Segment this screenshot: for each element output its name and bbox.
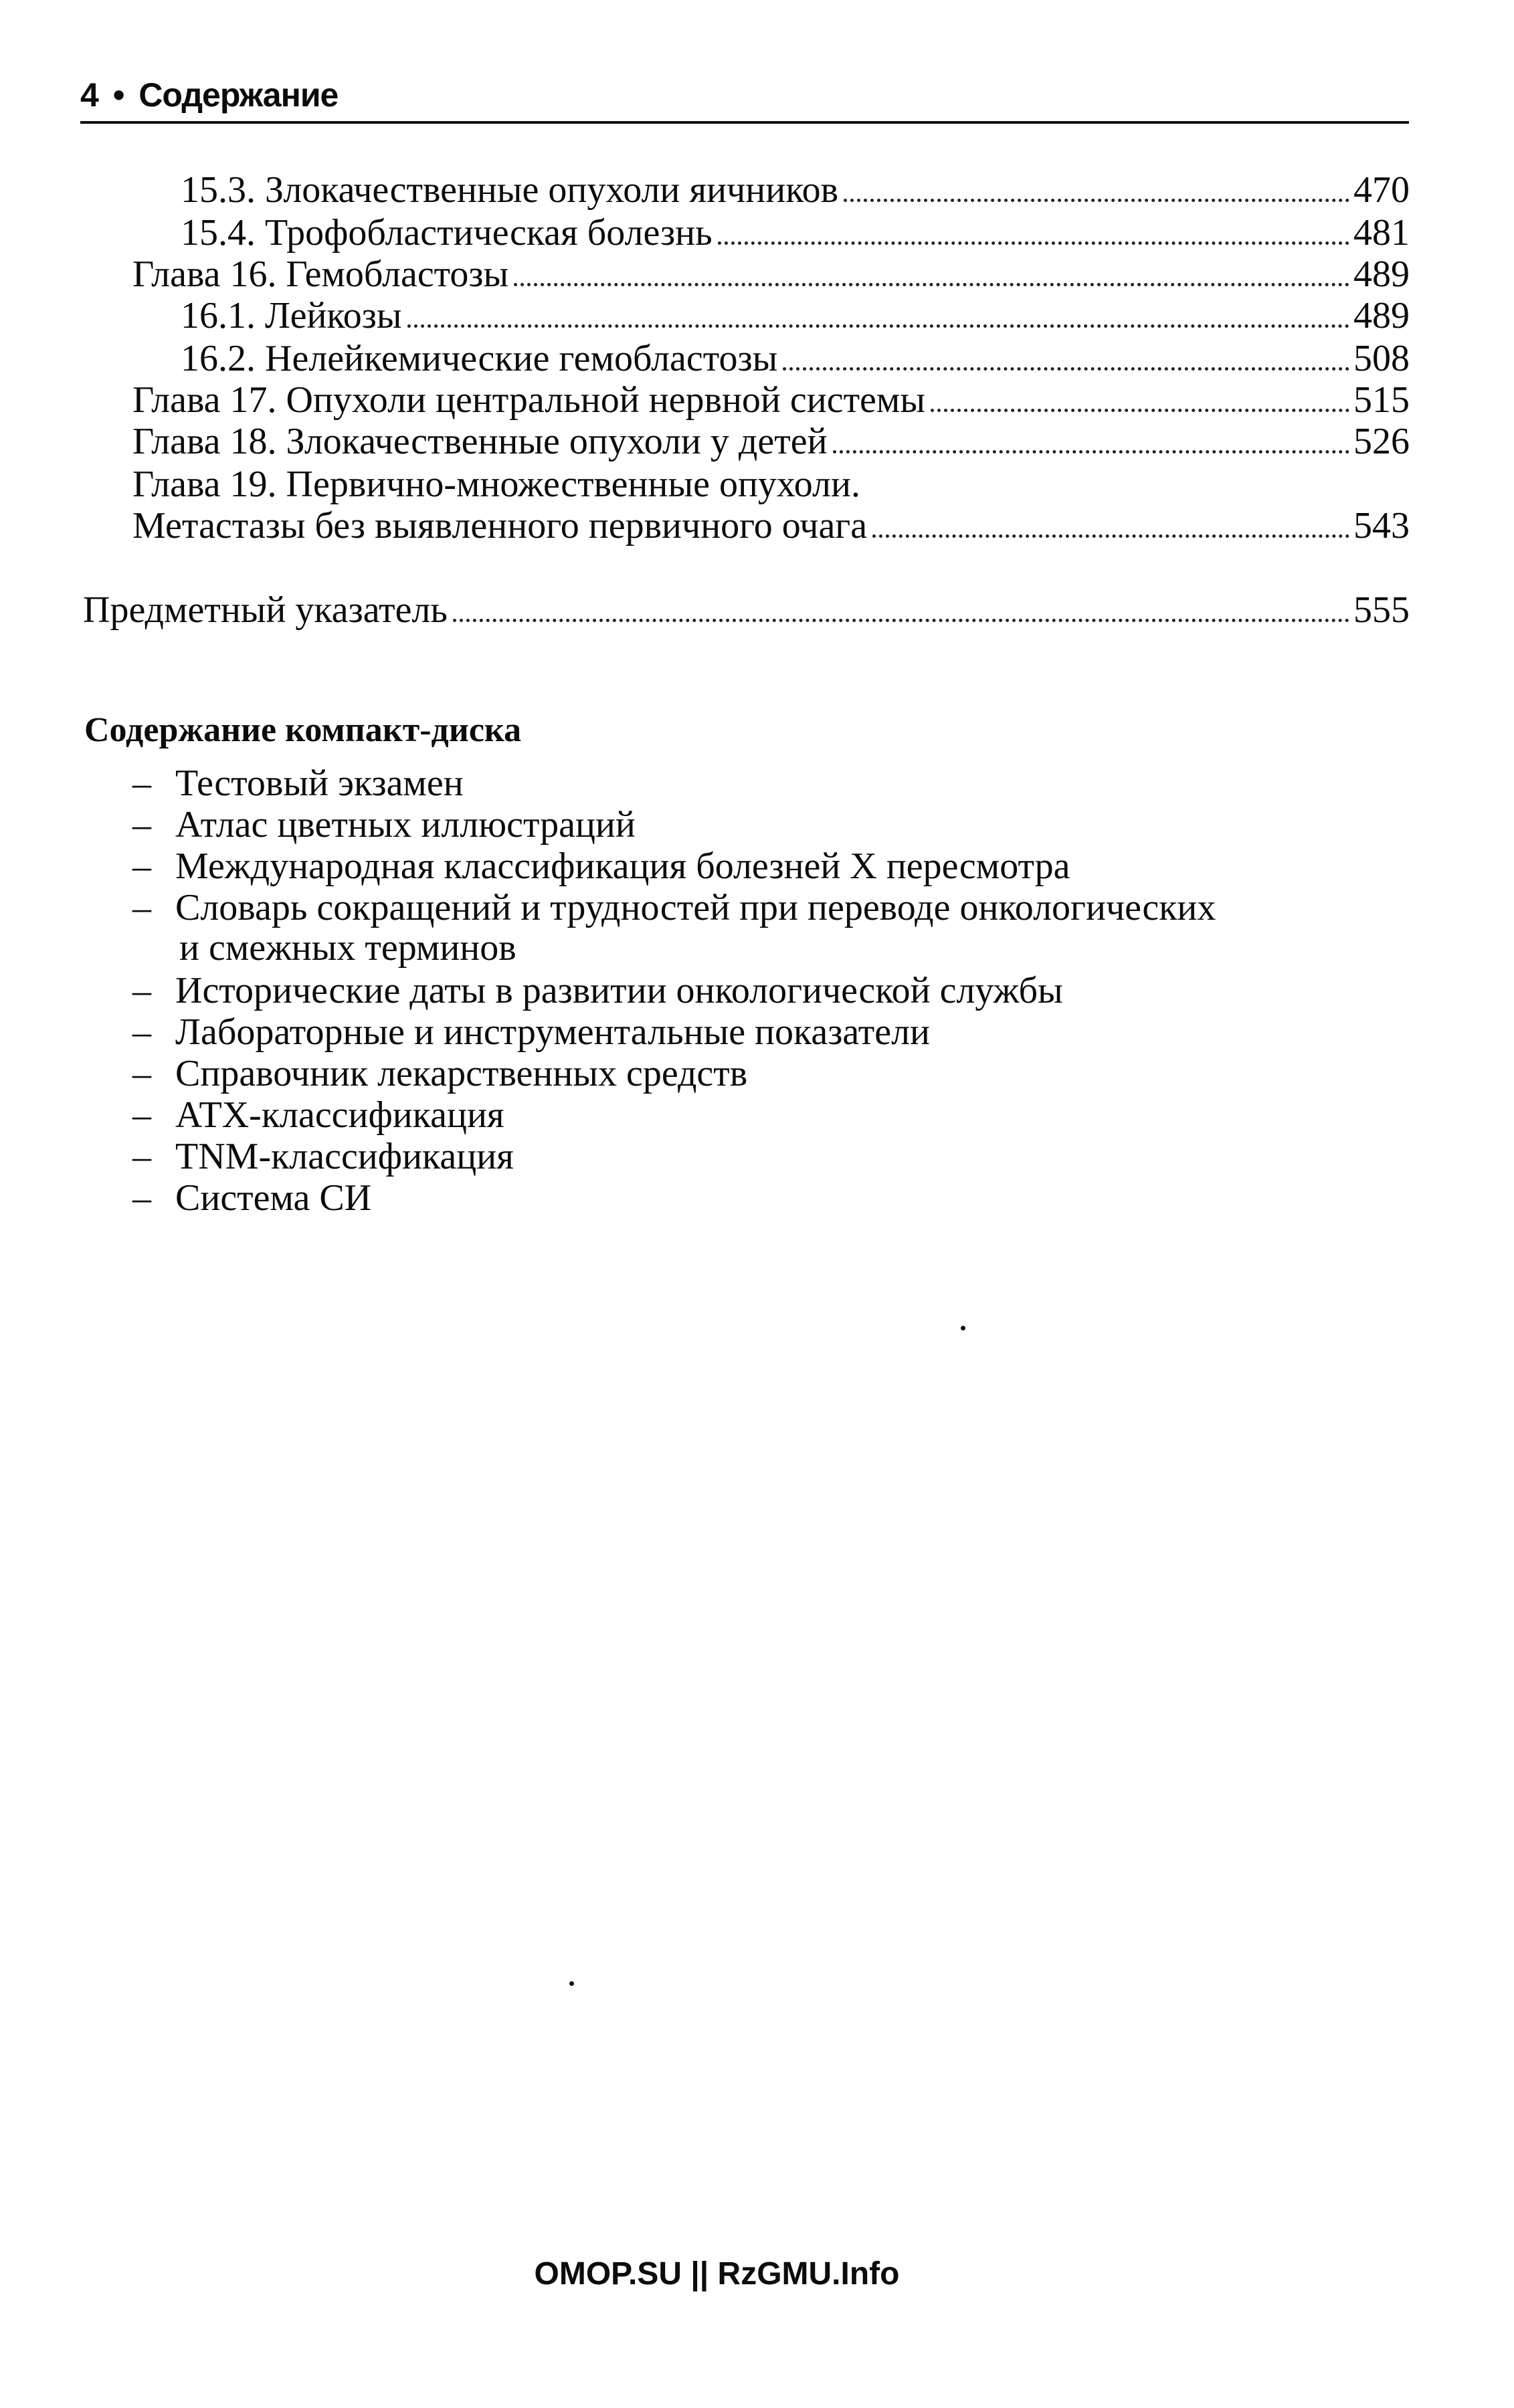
toc-entry (181, 211, 1410, 254)
toc-entry-page: 489 (1353, 295, 1410, 336)
dash-marker: – (132, 763, 151, 804)
list-item-text: TNM-классификация (175, 1136, 514, 1177)
toc-entry (181, 294, 1410, 337)
dash-marker: – (132, 1011, 151, 1053)
toc-entry (132, 379, 1410, 421)
list-item (132, 804, 636, 845)
toc-entry (132, 504, 1410, 547)
list-item (132, 1177, 371, 1219)
scan-speck (569, 1981, 574, 1986)
list-item (132, 1094, 504, 1136)
toc-entry-title: 15.3. Злокачественные опухоли яичников (181, 169, 839, 211)
toc-entry-page: 543 (1353, 505, 1410, 546)
list-item (132, 1053, 747, 1094)
bullet-separator: • (112, 76, 124, 114)
dash-marker: – (132, 1094, 151, 1136)
toc-entry-title: Предметный указатель (83, 589, 448, 631)
dash-marker: – (132, 804, 151, 845)
toc-entry (181, 169, 1410, 211)
dash-marker: – (132, 1177, 151, 1219)
list-item (132, 887, 1216, 928)
dot-leader (872, 534, 1349, 538)
toc-entry-title: Глава 18. Злокачественные опухоли у детей (132, 421, 828, 462)
dot-leader (453, 619, 1349, 622)
dot-leader (833, 450, 1349, 454)
list-item-text: Справочник лекарственных средств (175, 1053, 748, 1094)
toc-entry-title: 15.4. Трофобластическая болезнь (181, 212, 713, 254)
toc-entry (181, 337, 1410, 380)
list-item-text: АТХ-классификация (175, 1094, 504, 1136)
dash-marker: – (132, 845, 151, 887)
dot-leader (844, 199, 1349, 202)
dot-leader (718, 241, 1349, 245)
dash-marker: – (132, 970, 151, 1011)
list-item-continuation: и смежных терминов (179, 927, 516, 969)
toc-entry-page: 526 (1353, 421, 1410, 462)
list-item (132, 1011, 930, 1053)
list-item (132, 970, 1063, 1011)
footer-watermark: OMOP.SU || RzGMU.Info (534, 2256, 900, 2292)
toc-entry-page: 555 (1353, 589, 1410, 631)
toc-entry-title: Глава 16. Гемобластозы (132, 254, 509, 295)
dot-leader (931, 409, 1349, 412)
running-head-text (80, 75, 1409, 115)
list-item-text: Словарь сокращений и трудностей при переводе онкологических (175, 887, 1216, 928)
toc-entry-page: 470 (1353, 169, 1410, 211)
toc-entry-title: Метастазы без выявленного первичного очага (132, 505, 868, 546)
toc-entry (83, 589, 1410, 631)
scan-speck (961, 1326, 965, 1330)
list-item (132, 763, 464, 804)
list-item-text: Исторические даты в развитии онкологической службы (175, 970, 1063, 1011)
toc-entry (132, 253, 1410, 296)
toc-entry-title: 16.2. Нелейкемические гемобластозы (181, 338, 778, 379)
dash-marker: – (132, 1053, 151, 1094)
list-item-text: Тестовый экзамен (175, 763, 464, 804)
list-item-text: Атлас цветных иллюстраций (175, 804, 636, 845)
toc-entry-title: Глава 19. Первично-множественные опухоли. (132, 464, 860, 505)
toc-entry-title: 16.1. Лейкозы (181, 295, 402, 336)
dot-leader (514, 283, 1349, 286)
toc-entry-page: 515 (1353, 379, 1410, 421)
list-item (132, 845, 1070, 887)
cd-contents-heading: Содержание компакт-диска (84, 711, 522, 749)
dot-leader (783, 367, 1349, 371)
dash-marker: – (132, 887, 151, 928)
toc-entry-title: Глава 17. Опухоли центральной нервной системы (132, 379, 925, 421)
dash-marker: – (132, 1136, 151, 1177)
toc-entry (132, 420, 1410, 463)
page-number: 4 (80, 76, 98, 114)
toc-entry-page: 489 (1353, 254, 1410, 295)
list-item-text: Лабораторные и инструментальные показатели (175, 1011, 931, 1053)
toc-entry-page: 481 (1353, 212, 1410, 254)
list-item (132, 1136, 514, 1177)
list-item-text: Международная классификация болезней X пересмотра (175, 845, 1070, 887)
running-head-section: Содержание (138, 76, 339, 114)
toc-entry-page: 508 (1353, 338, 1410, 379)
header-rule (80, 121, 1409, 124)
dot-leader (407, 324, 1349, 328)
list-item-text: Система СИ (175, 1177, 372, 1219)
